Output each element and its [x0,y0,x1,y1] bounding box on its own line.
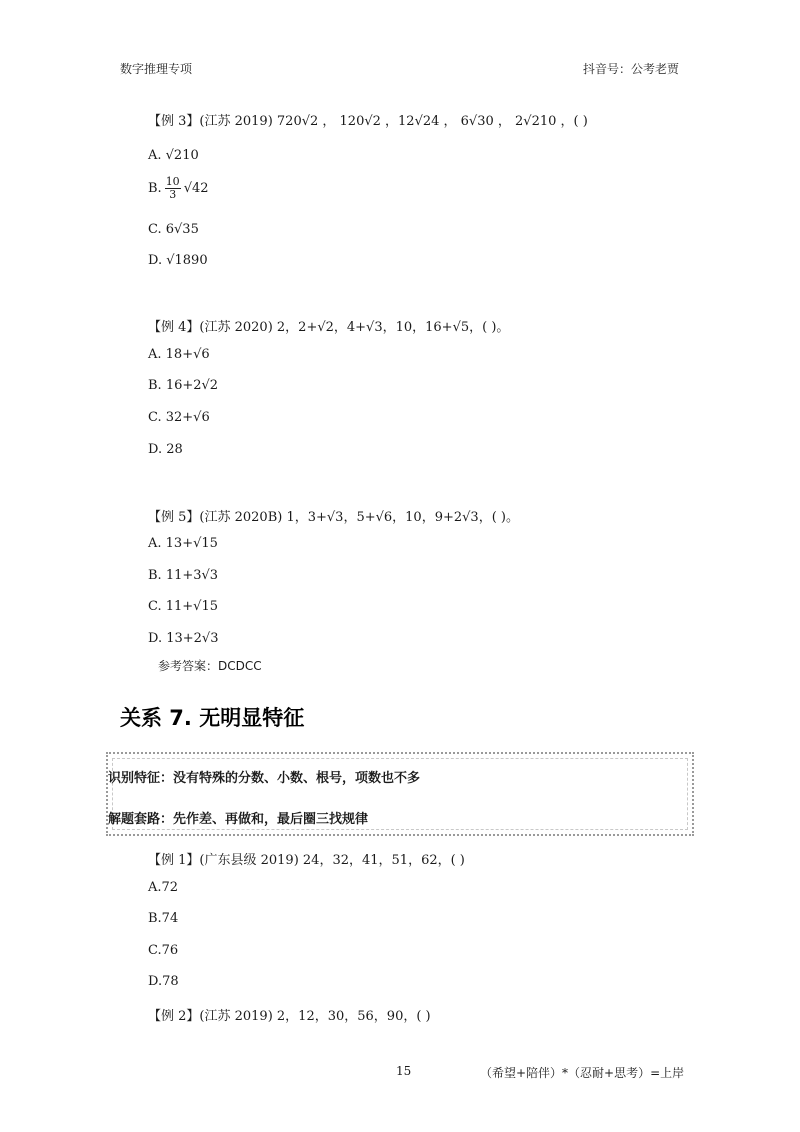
example-4-option-a: A. 18+√6 [148,347,210,362]
example-1-option-c: C.76 [148,943,179,958]
example-3-question: 【例 3】(江苏 2019) 720√2 ， 120√2 ，12√24 ， 6√30 ， 2√210 ，( ) [148,114,588,129]
fraction-numerator: 10 [165,175,180,188]
section-title: 关系 7. 无明显特征 [120,706,305,730]
example-1-option-a: A.72 [148,880,179,895]
page-number: 15 [396,1064,412,1078]
solution-strategy: 解题套路：先作差、再做和，最后圈三找规律 [108,812,369,827]
example-5-option-d: D. 13+2√3 [148,631,219,646]
example-1-question: 【例 1】(广东县级 2019) 24，32，41，51，62，( ) [148,853,465,868]
example-2-question: 【例 2】(江苏 2019) 2，12，30，56，90，( ) [148,1009,431,1024]
header-left: 数字推理专项 [120,62,193,76]
footer-slogan: （希望+陪伴）*（忍耐+思考）=上岸 [480,1066,685,1080]
example-3-option-c: C. 6√35 [148,222,199,237]
example-1-option-d: D.78 [148,974,179,989]
example-4-option-d: D. 28 [148,442,183,457]
example-3-option-b-label: B. [148,181,162,196]
example-3-option-b-fraction [165,176,181,201]
example-5-option-a: A. 13+√15 [148,536,218,551]
example-3-option-d: D. √1890 [148,253,208,268]
example-1-option-b: B.74 [148,911,179,926]
example-3-option-b-root: √42 [183,181,209,196]
example-4-option-c: C. 32+√6 [148,410,210,425]
fraction-denominator: 3 [169,188,177,201]
example-3-option-a: A. √210 [148,148,199,163]
example-5-option-c: C. 11+√15 [148,599,219,614]
example-5-question: 【例 5】(江苏 2020B) 1，3+√3，5+√6，10，9+2√3，( )。 [148,510,519,525]
header-right: 抖音号：公考老贾 [583,62,680,76]
answer-key: 参考答案：DCDCC [158,659,262,673]
feature-identification: 识别特征：没有特殊的分数、小数、根号，项数也不多 [108,771,421,786]
example-4-option-b: B. 16+2√2 [148,378,219,393]
example-4-question: 【例 4】(江苏 2020) 2，2+√2，4+√3，10，16+√5，( )。 [148,320,510,335]
example-3-option-b [148,176,209,201]
example-5-option-b: B. 11+3√3 [148,568,219,583]
